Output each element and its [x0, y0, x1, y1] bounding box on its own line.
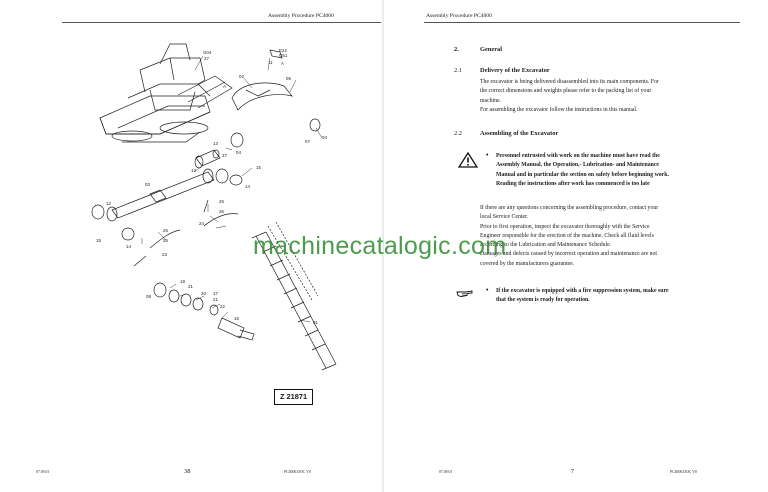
callout-label: 27	[204, 56, 209, 61]
text-line: For assembling the excavator follow the instructions in this manual.	[480, 106, 638, 113]
callout-label: 25	[163, 228, 168, 233]
callout-label: 15	[96, 238, 101, 243]
drawing-number-box: Z 21871	[274, 389, 313, 405]
bullet-dot: •	[486, 151, 489, 159]
left-page-number: 38	[184, 468, 191, 475]
delivery-paragraph	[480, 78, 659, 115]
excavator-illustration	[100, 44, 232, 142]
subsection-2-number: 2.2	[454, 130, 462, 137]
callout-label: 37	[222, 153, 227, 158]
text-line: covered by the manufacturers guarantee.	[480, 260, 575, 267]
callout-label: 07	[305, 139, 310, 144]
callout-label: 03	[145, 182, 150, 187]
watermark-text: machinecatalogic.com	[253, 232, 507, 260]
callout-label: 02	[239, 74, 244, 79]
text-line: local Service Center.	[480, 214, 529, 221]
callout-label: G04	[203, 50, 212, 55]
text-line: machine.	[480, 97, 502, 104]
right-header: Assembly Procedure PC4000	[426, 13, 492, 19]
callout-label: 13	[213, 141, 218, 146]
callout-label: A	[223, 84, 226, 89]
subsection-1-number: 2.1	[454, 67, 462, 74]
callout-label: 24	[199, 221, 204, 226]
callout-label: 21	[188, 284, 193, 289]
text-line: The excavator is being delivered disassembled into its main components. For	[480, 79, 659, 85]
callout-label: 20	[201, 291, 206, 296]
callout-label: E22	[279, 48, 287, 53]
text-line: according to the Lubrication and Maintenance Schedule.	[480, 242, 612, 249]
bracket-part	[232, 50, 292, 110]
callout-label: 18	[180, 279, 185, 284]
callout-label: 25	[219, 199, 224, 204]
callout-label: 17	[213, 291, 218, 296]
callout-label: 21	[213, 297, 218, 302]
subsection-1-title: Delivery of the Excavator	[480, 67, 550, 74]
left-header: Assembly Procedure PC4000	[268, 13, 334, 19]
callout-label: A	[281, 61, 284, 66]
callout-label: 23	[162, 252, 167, 257]
callout-label: 14	[126, 244, 131, 249]
callout-label: 26	[219, 209, 224, 214]
callout-label: 16	[234, 316, 239, 321]
right-header-rule	[424, 22, 740, 23]
callout-label: 15	[256, 165, 261, 170]
callout-label: 01	[313, 320, 318, 325]
callout-label: G51	[279, 53, 288, 58]
warning-paragraph	[496, 152, 669, 189]
callout-label: 05	[286, 76, 291, 81]
body-paragraph	[480, 204, 658, 269]
right-footer-doc: PC4000.DOC V0	[670, 470, 697, 474]
section-title: General	[480, 46, 503, 53]
text-line: If there are any questions concerning the assembling procedure, contact your	[480, 205, 659, 211]
text-line: Engineer responsible for the erection of the machine. Check all fluid levels	[480, 232, 654, 239]
callout-label: 14	[245, 184, 250, 189]
callout-label: 11	[268, 60, 273, 65]
bullet-dot: •	[486, 286, 489, 294]
text-line: Prior to first operation, inspect the excavator thoroughly with the Service	[480, 223, 650, 230]
callout-label: 04	[322, 135, 327, 140]
assembly-drawing	[0, 0, 384, 400]
text-line: that the system is ready for operation.	[496, 297, 590, 304]
text-line: Personnel entrusted with work on the machine must have read the	[496, 153, 660, 159]
note-paragraph	[496, 287, 669, 306]
left-footer-date: 07.09.01	[36, 470, 50, 474]
warning-triangle-icon	[458, 152, 478, 168]
right-footer-date: 07.09.01	[439, 470, 453, 474]
callout-label: 26	[163, 238, 168, 243]
left-footer-doc: PC4000.DOC V0	[284, 470, 311, 474]
right-page-number: 7	[571, 468, 575, 475]
text-line: the correct dimensions and weights please refer to the packing list of your	[480, 88, 652, 95]
callout-label: 12	[106, 201, 111, 206]
callout-label: 13	[191, 168, 196, 173]
pointing-hand-icon	[456, 288, 474, 298]
callout-label: 22	[220, 304, 225, 309]
section-number: 2.	[454, 46, 459, 53]
text-line: Assembly Manual, the Operation,- Lubrication- and Maintenance	[496, 162, 659, 169]
subsection-2-title: Assembling of the Excavator	[480, 130, 559, 137]
callout-label: 04	[236, 150, 241, 155]
text-line: Damages and defects caused by incorrect operation and maintenance are not	[480, 251, 658, 258]
text-line: If the excavator is equipped with a fire suppression system, make sure	[496, 288, 669, 294]
text-line: Reading the instructions after work has commenced is too late	[496, 180, 650, 187]
callout-label: 08	[146, 294, 151, 299]
text-line: Manual and in particular the section on safety before beginning work.	[496, 171, 669, 178]
